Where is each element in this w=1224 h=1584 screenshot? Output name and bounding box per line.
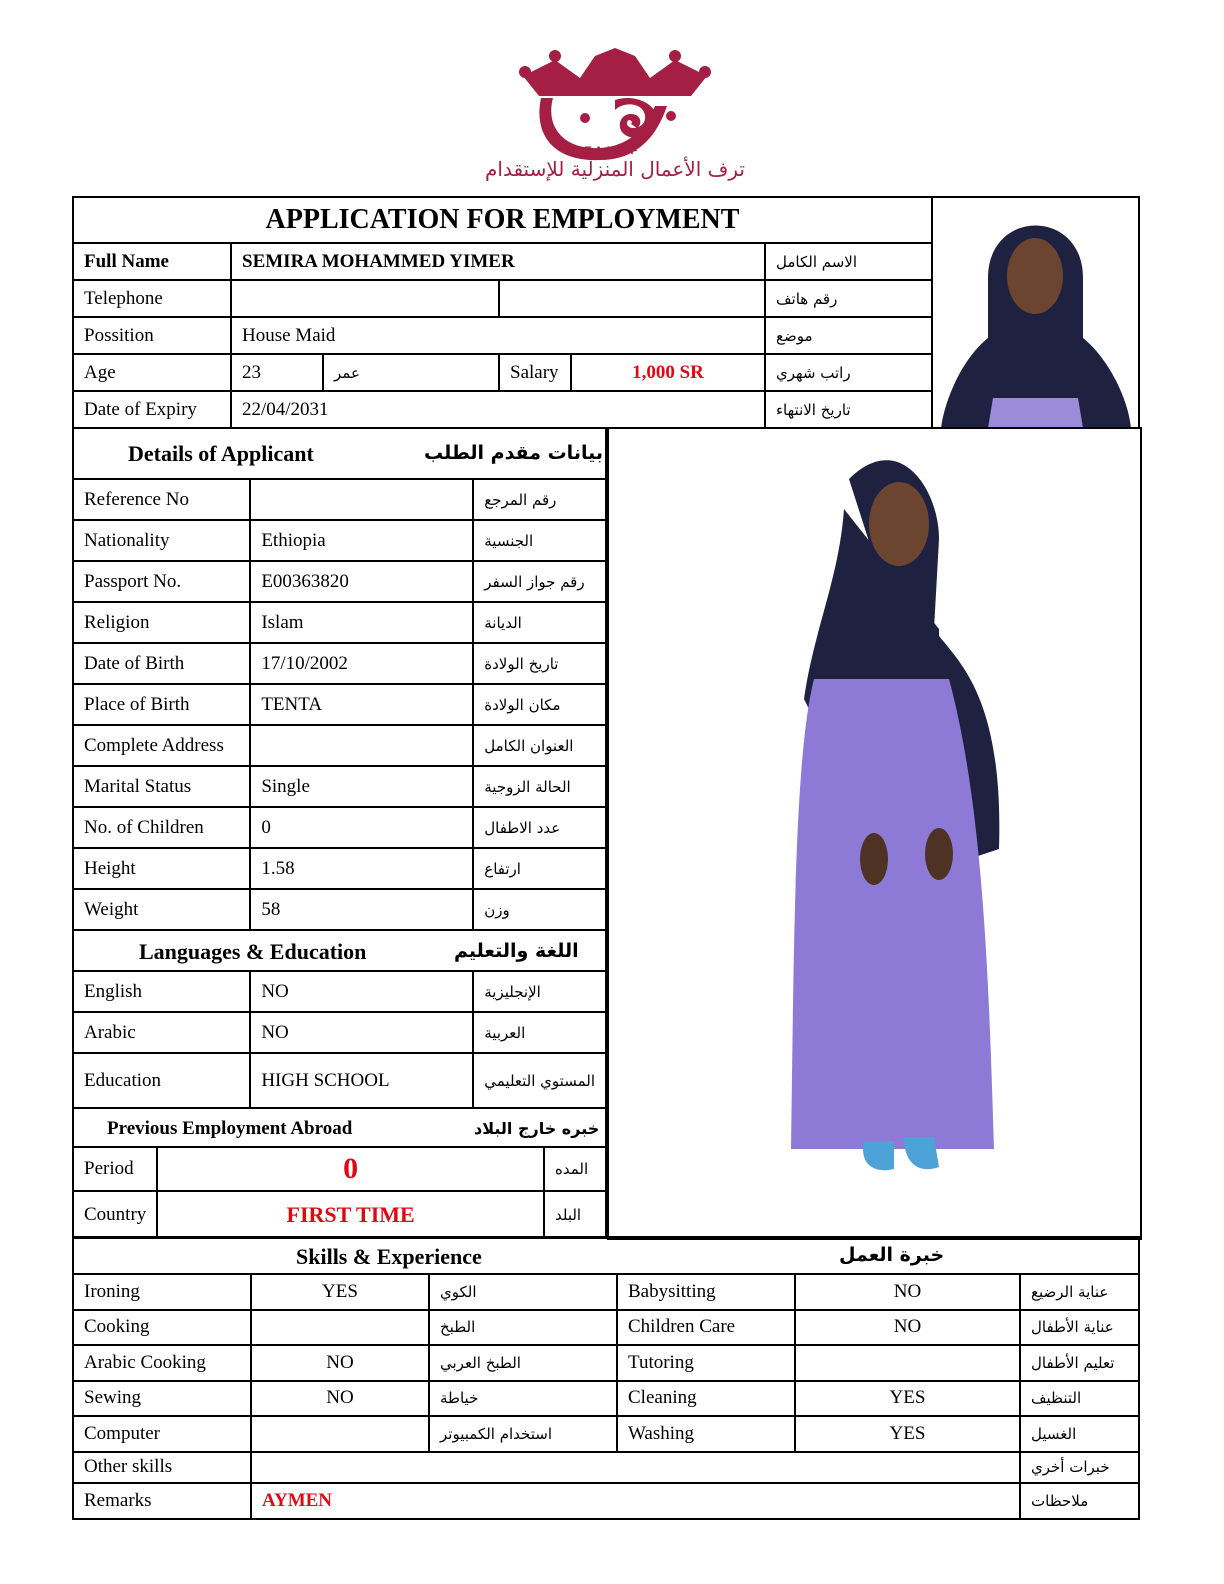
details-row: [73, 643, 606, 684]
header-row-expiry: [73, 391, 932, 428]
details-row-value: TENTA: [250, 684, 473, 725]
details-row: [73, 561, 606, 602]
header-row-full-name: [73, 243, 932, 280]
header-table: [72, 196, 933, 429]
logo-arabic-text: ترف الأعمال المنزلية للإستقدام: [485, 157, 745, 181]
skills-row: [73, 1345, 1139, 1381]
english-label-ar: الإنجليزية: [473, 971, 606, 1012]
details-row: [73, 725, 606, 766]
telephone-label-ar: رقم هاتف: [765, 280, 932, 317]
skill-left-label: Computer: [73, 1416, 251, 1452]
remarks-value: AYMEN: [251, 1483, 1020, 1519]
expiry-label: Date of Expiry: [73, 391, 231, 428]
details-row: [73, 766, 606, 807]
skill-left-value: YES: [251, 1274, 429, 1310]
details-row-label-ar: مكان الولادة: [473, 684, 606, 725]
previous-title: Previous Employment Abroad: [107, 1118, 353, 1139]
previous-header: [73, 1108, 606, 1147]
skill-right-label-ar: عناية الأطفال: [1020, 1310, 1139, 1346]
skills-title-ar: خبرة العمل: [839, 1244, 945, 1266]
details-row-value: 0: [250, 807, 473, 848]
country-label: Country: [73, 1191, 157, 1238]
details-row: [73, 807, 606, 848]
logo-latin-text: TARAF: [584, 145, 642, 157]
details-row-value: Ethiopia: [250, 520, 473, 561]
details-row-label-ar: وزن: [473, 889, 606, 930]
details-row-value: 17/10/2002: [250, 643, 473, 684]
skill-right-label: Children Care: [617, 1310, 795, 1346]
salary-value: 1,000 SR: [571, 354, 765, 391]
skills-table: [72, 1236, 1140, 1520]
details-row-value: [250, 725, 473, 766]
languages-title: Languages & Education: [139, 939, 367, 964]
skill-left-label: Cooking: [73, 1310, 251, 1346]
position-label-ar: موضع: [765, 317, 932, 354]
arabic-value: NO: [250, 1012, 473, 1053]
details-row-label: Religion: [73, 602, 250, 643]
portrait-photo: [933, 196, 1140, 430]
skill-left-value: [251, 1310, 429, 1346]
header-row-position: [73, 317, 932, 354]
details-row-label-ar: العنوان الكامل: [473, 725, 606, 766]
full-body-photo: [607, 427, 1142, 1240]
header-row-telephone: [73, 280, 932, 317]
details-row: [73, 848, 606, 889]
details-row-label-ar: ارتفاع: [473, 848, 606, 889]
skills-row: [73, 1416, 1139, 1452]
position-label: Possition: [73, 317, 231, 354]
skill-right-label: Washing: [617, 1416, 795, 1452]
skills-row: [73, 1381, 1139, 1417]
skill-right-value: YES: [795, 1416, 1020, 1452]
details-row-value: 1.58: [250, 848, 473, 889]
details-row-label-ar: رقم المرجع: [473, 479, 606, 520]
language-row-english: [73, 971, 606, 1012]
expiry-label-ar: تاريخ الانتهاء: [765, 391, 932, 428]
other-skills-label: Other skills: [73, 1452, 251, 1483]
skill-right-value: [795, 1345, 1020, 1381]
country-row: [73, 1191, 606, 1238]
period-label-ar: المده: [544, 1147, 606, 1191]
telephone-value-2: [499, 280, 765, 317]
skill-left-value: NO: [251, 1345, 429, 1381]
remarks-label: Remarks: [73, 1483, 251, 1519]
skill-right-label-ar: تعليم الأطفال: [1020, 1345, 1139, 1381]
details-row-label: Place of Birth: [73, 684, 250, 725]
details-row-value: E00363820: [250, 561, 473, 602]
skill-right-label: Tutoring: [617, 1345, 795, 1381]
skill-right-value: YES: [795, 1381, 1020, 1417]
skill-left-label-ar: الكوي: [429, 1274, 617, 1310]
skill-right-label-ar: عناية الرضيع: [1020, 1274, 1139, 1310]
arabic-label-ar: العربية: [473, 1012, 606, 1053]
age-label: Age: [73, 354, 231, 391]
skill-right-label: Cleaning: [617, 1381, 795, 1417]
details-row-label-ar: الجنسية: [473, 520, 606, 561]
skill-right-label-ar: الغسيل: [1020, 1416, 1139, 1452]
english-label: English: [73, 971, 250, 1012]
skill-left-label: Ironing: [73, 1274, 251, 1310]
remarks-row: [73, 1483, 1139, 1519]
period-label: Period: [73, 1147, 157, 1191]
other-skills-label-ar: خبرات أخري: [1020, 1452, 1139, 1483]
details-row-label: Nationality: [73, 520, 250, 561]
skill-right-label: Babysitting: [617, 1274, 795, 1310]
education-value: HIGH SCHOOL: [250, 1053, 473, 1108]
details-title-ar: بيانات مقدم الطلب: [424, 442, 603, 464]
skill-left-label-ar: الطبخ: [429, 1310, 617, 1346]
details-row-label-ar: تاريخ الولادة: [473, 643, 606, 684]
salary-label-ar: راتب شهري: [765, 354, 932, 391]
details-table: [72, 427, 607, 1109]
education-label: Education: [73, 1053, 250, 1108]
details-row-label: Date of Birth: [73, 643, 250, 684]
country-value: FIRST TIME: [157, 1191, 544, 1238]
details-row-label-ar: الديانة: [473, 602, 606, 643]
education-label-ar: المستوي التعليمي: [473, 1053, 606, 1108]
languages-header: [73, 930, 606, 971]
details-row: [73, 602, 606, 643]
other-skills-row: [73, 1452, 1139, 1483]
skill-right-label-ar: التنظيف: [1020, 1381, 1139, 1417]
salary-label: Salary: [499, 354, 571, 391]
page-title: APPLICATION FOR EMPLOYMENT: [73, 197, 932, 243]
details-row-value: [250, 479, 473, 520]
details-header: [73, 428, 606, 479]
expiry-value: 22/04/2031: [231, 391, 765, 428]
position-value: House Maid: [231, 317, 765, 354]
previous-employment-table: [72, 1107, 607, 1239]
full-name-label-ar: الاسم الكامل: [765, 243, 932, 280]
details-row-label-ar: عدد الاطفال: [473, 807, 606, 848]
details-row-label: Complete Address: [73, 725, 250, 766]
skill-left-value: NO: [251, 1381, 429, 1417]
country-label-ar: البلد: [544, 1191, 606, 1238]
details-row-label-ar: الحالة الزوجية: [473, 766, 606, 807]
skills-row: [73, 1310, 1139, 1346]
details-row-value: 58: [250, 889, 473, 930]
details-row: [73, 479, 606, 520]
english-value: NO: [250, 971, 473, 1012]
previous-title-ar: خبره خارج البلاد: [474, 1119, 600, 1138]
details-row-label: Reference No: [73, 479, 250, 520]
skill-left-label: Arabic Cooking: [73, 1345, 251, 1381]
header-row-age: [73, 354, 932, 391]
skill-left-label-ar: استخدام الكمبيوتر: [429, 1416, 617, 1452]
skill-left-value: [251, 1416, 429, 1452]
skill-left-label-ar: خياطة: [429, 1381, 617, 1417]
skill-right-value: NO: [795, 1274, 1020, 1310]
language-row-education: [73, 1053, 606, 1108]
period-row: [73, 1147, 606, 1191]
details-row: [73, 684, 606, 725]
details-row: [73, 520, 606, 561]
skills-title: Skills & Experience: [296, 1244, 482, 1269]
skills-header: [73, 1237, 1139, 1274]
full-name-label: Full Name: [73, 243, 231, 280]
details-row-value: Islam: [250, 602, 473, 643]
details-row-label: Marital Status: [73, 766, 250, 807]
period-value: 0: [157, 1147, 544, 1191]
details-title: Details of Applicant: [128, 441, 314, 466]
details-row-label: Height: [73, 848, 250, 889]
language-row-arabic: [73, 1012, 606, 1053]
telephone-label: Telephone: [73, 280, 231, 317]
skill-right-value: NO: [795, 1310, 1020, 1346]
details-row-label-ar: رقم جواز السفر: [473, 561, 606, 602]
details-row: [73, 889, 606, 930]
remarks-label-ar: ملاحظات: [1020, 1483, 1139, 1519]
details-row-value: Single: [250, 766, 473, 807]
details-row-label: No. of Children: [73, 807, 250, 848]
skills-row: [73, 1274, 1139, 1310]
skill-left-label-ar: الطبخ العربي: [429, 1345, 617, 1381]
age-value: 23: [231, 354, 323, 391]
age-label-ar: عمر: [323, 354, 499, 391]
details-row-label: Passport No.: [73, 561, 250, 602]
details-row-label: Weight: [73, 889, 250, 930]
telephone-value: [231, 280, 499, 317]
languages-title-ar: اللغة والتعليم: [454, 940, 579, 962]
other-skills-value: [251, 1452, 1020, 1483]
arabic-label: Arabic: [73, 1012, 250, 1053]
skill-left-label: Sewing: [73, 1381, 251, 1417]
full-name-value: SEMIRA MOHAMMED YIMER: [231, 243, 765, 280]
